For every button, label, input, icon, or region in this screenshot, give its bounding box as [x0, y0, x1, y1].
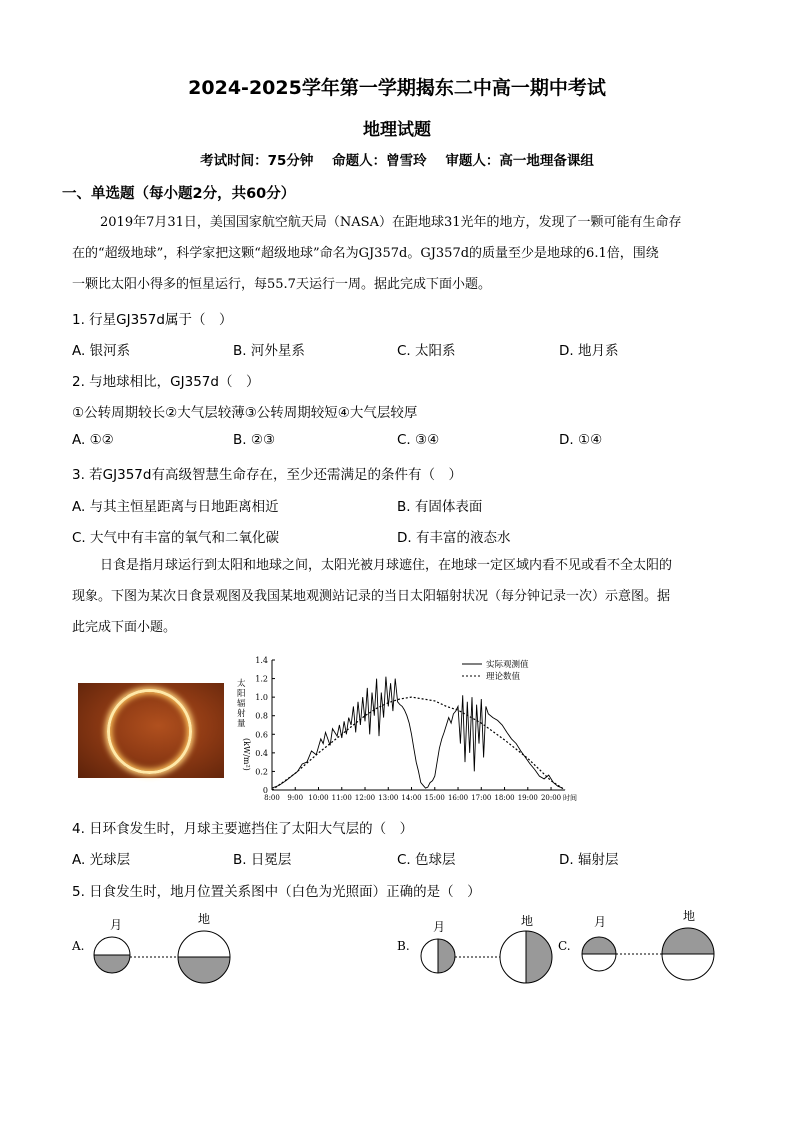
- x-tick-label: 15:00: [424, 794, 445, 802]
- chart-series: [272, 677, 565, 790]
- q5-option-c-diagram[interactable]: [556, 900, 721, 982]
- diagram-b-moon-label: 月: [433, 920, 446, 934]
- x-tick-label: 19:00: [517, 794, 538, 802]
- y-axis-label-char: 量: [237, 719, 246, 729]
- moon-icon: [421, 939, 455, 973]
- q3-option-a[interactable]: A. 与其主恒星距离与日地距离相近: [72, 499, 279, 515]
- question-3-stem: 3. 若GJ357d有高级智慧生命存在，至少还需满足的条件有（ ）: [72, 467, 462, 483]
- x-tick-label: 12:00: [354, 794, 376, 802]
- q3-option-b[interactable]: B. 有固体表面: [397, 499, 483, 515]
- eclipse-ring: [107, 689, 192, 774]
- y-tick-label: 1.4: [255, 656, 268, 665]
- legend-label: 理论数值: [486, 672, 521, 682]
- x-tick-label: 14:00: [401, 794, 422, 802]
- q2-option-d[interactable]: D. ①④: [559, 432, 603, 448]
- q1-option-d[interactable]: D. 地月系: [559, 343, 619, 359]
- diagram-c-earth-label: 地: [683, 909, 696, 923]
- q1-option-a[interactable]: A. 银河系: [72, 343, 131, 359]
- diagram-c-moon-label: 月: [594, 915, 607, 929]
- earth-icon: [662, 928, 714, 980]
- diagram-c-label: C.: [558, 939, 571, 953]
- passage-1: [72, 207, 720, 300]
- passage-2-line: 日食是指月球运行到太阳和地球之间，太阳光被月球遮住，在地球一定区域内看不见或看不全太阳的: [100, 558, 673, 573]
- q1-option-b[interactable]: B. 河外星系: [233, 343, 305, 359]
- q3-option-c[interactable]: C. 大气中有丰富的氧气和二氧化碳: [72, 530, 280, 546]
- y-axis-label-char: 射: [237, 709, 246, 719]
- q2-option-b[interactable]: B. ②③: [233, 432, 276, 448]
- q1-option-c[interactable]: C. 太阳系: [397, 343, 456, 359]
- q4-option-a[interactable]: A. 光球层: [72, 852, 131, 868]
- question-2-stem: 2. 与地球相比，GJ357d（ ）: [72, 374, 260, 390]
- passage-2-line: 现象。下图为某次日食景观图及我国某地观测站记录的当日太阳辐射状况（每分钟记录一次）示意图。据: [72, 589, 671, 604]
- question-1-stem: 1. 行星GJ357d属于（ ）: [72, 312, 233, 328]
- subject-title: 地理试题: [363, 120, 431, 140]
- passage-1-line: 在的“超级地球”，科学家把这颗“超级地球”命名为GJ357d。GJ357d的质量至少是地球的6.1倍，围绕: [72, 246, 659, 261]
- chart-ticks: [255, 656, 577, 802]
- x-tick-label: 20:00: [540, 794, 562, 802]
- y-tick-label: 0.8: [255, 711, 268, 721]
- q4-option-b[interactable]: B. 日冕层: [233, 852, 292, 868]
- x-tick-label: 17:00: [471, 794, 492, 802]
- y-tick-label: 0.2: [255, 767, 268, 777]
- passage-2: [72, 550, 720, 643]
- q2-option-a[interactable]: A. ①②: [72, 432, 114, 448]
- earth-icon: [178, 931, 230, 983]
- y-axis-label-char: 太: [237, 679, 246, 689]
- y-tick-label: 0.6: [255, 730, 268, 740]
- q5-option-a-diagram[interactable]: [68, 905, 243, 985]
- diagram-a-label: A.: [72, 939, 85, 953]
- exam-time: 考试时间：75分钟: [200, 153, 314, 169]
- y-tick-label: 1.2: [255, 674, 268, 684]
- passage-2-line: 此完成下面小题。: [72, 620, 177, 635]
- q2-option-c[interactable]: C. ③④: [397, 432, 440, 448]
- passage-1-line: 2019年7月31日，美国国家航空航天局（NASA）在距地球31光年的地方，发现了一颗可能有生命存: [100, 215, 682, 230]
- question-2-statement: ①公转周期较长②大气层较薄③公转周期较短④大气层较厚: [72, 405, 418, 421]
- exam-reviewer: 审题人：高一地理备课组: [445, 153, 594, 169]
- diagram-b-label: B.: [397, 939, 410, 953]
- chart-legend: [462, 659, 529, 682]
- x-tick-label: 11:00: [331, 794, 352, 802]
- moon-icon: [582, 937, 616, 971]
- theoretical-series-line: [272, 697, 565, 790]
- x-tick-label: 8:00: [264, 794, 280, 802]
- x-tick-label: 16:00: [447, 794, 469, 802]
- x-tick-label: 9:00: [287, 794, 304, 802]
- diagram-a-earth-label: 地: [198, 912, 211, 926]
- y-axis-label-char: 辐: [237, 699, 246, 709]
- q3-option-d[interactable]: D. 有丰富的液态水: [397, 530, 511, 546]
- exam-meta: [0, 149, 794, 169]
- q5-option-b-diagram[interactable]: [393, 905, 558, 985]
- x-tick-label: 13:00: [378, 794, 399, 802]
- annular-eclipse-photo: [78, 683, 224, 778]
- q4-option-d[interactable]: D. 辐射层: [559, 852, 619, 868]
- exam-title: 2024-2025学年第一学期揭东二中高一期中考试: [188, 77, 606, 99]
- x-axis-label: 时间: [563, 794, 577, 802]
- solar-radiation-chart: [230, 652, 575, 807]
- y-axis-label-char: 阳: [237, 689, 246, 699]
- question-5-stem: 5. 日食发生时，地月位置关系图中（白色为光照面）正确的是（ ）: [72, 884, 481, 900]
- q4-option-c[interactable]: C. 色球层: [397, 852, 456, 868]
- moon-icon: [94, 937, 130, 973]
- y-tick-label: 1.0: [255, 693, 268, 703]
- legend-label: 实际观测值: [486, 660, 529, 670]
- question-4-stem: 4. 日环食发生时，月球主要遮挡住了太阳大气层的（ ）: [72, 821, 414, 837]
- y-tick-label: 0.4: [255, 748, 268, 758]
- diagram-a-moon-label: 月: [110, 918, 123, 932]
- y-tick-label: 0: [262, 786, 268, 795]
- chart-ylabel: [237, 678, 251, 771]
- x-tick-label: 10:00: [308, 794, 329, 802]
- x-tick-label: 18:00: [494, 794, 515, 802]
- observed-series-line: [272, 677, 563, 788]
- earth-icon: [500, 931, 552, 983]
- exam-author: 命题人：曾雪玲: [332, 153, 427, 169]
- section-heading: 一、单选题（每小题2分，共60分）: [62, 186, 296, 202]
- y-axis-label-unit: (kW/m²): [242, 738, 251, 771]
- passage-1-line: 一颗比太阳小得多的恒星运行，每55.7天运行一周。据此完成下面小题。: [72, 277, 491, 292]
- diagram-b-earth-label: 地: [521, 914, 534, 928]
